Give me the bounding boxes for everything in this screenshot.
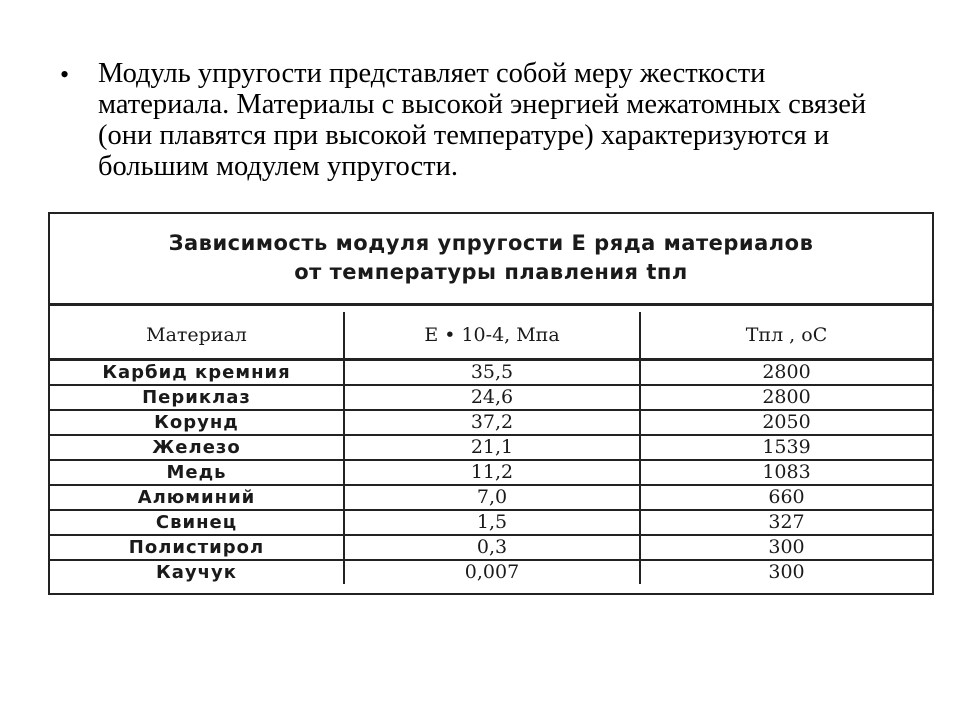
table-row xyxy=(50,385,932,410)
material-cell: Полистирол xyxy=(50,535,344,560)
material-cell: Каучук xyxy=(50,560,344,584)
material-cell: Медь xyxy=(50,460,344,485)
modulus-cell: 21,1 xyxy=(344,435,640,460)
table-row xyxy=(50,560,932,584)
table-row xyxy=(50,460,932,485)
material-cell: Алюминий xyxy=(50,485,344,510)
modulus-cell: 7,0 xyxy=(344,485,640,510)
table-header-row xyxy=(50,312,932,360)
table-row xyxy=(50,410,932,435)
table-row xyxy=(50,535,932,560)
materials-table xyxy=(50,312,932,584)
melting-temp-cell: 2800 xyxy=(640,385,932,410)
column-header-modulus: E • 10-4, Мпа xyxy=(344,312,640,360)
table-caption-line-1: Зависимость модуля упругости E ряда материалов xyxy=(168,231,814,255)
melting-temp-cell: 660 xyxy=(640,485,932,510)
melting-temp-cell: 1083 xyxy=(640,460,932,485)
melting-temp-cell: 2800 xyxy=(640,360,932,386)
material-cell: Периклаз xyxy=(50,385,344,410)
modulus-cell: 24,6 xyxy=(344,385,640,410)
materials-table-figure xyxy=(48,212,934,595)
table-row xyxy=(50,510,932,535)
table-row xyxy=(50,360,932,386)
material-cell: Свинец xyxy=(50,510,344,535)
material-cell: Корунд xyxy=(50,410,344,435)
modulus-cell: 11,2 xyxy=(344,460,640,485)
table-row xyxy=(50,485,932,510)
melting-temp-cell: 1539 xyxy=(640,435,932,460)
modulus-cell: 0,007 xyxy=(344,560,640,584)
melting-temp-cell: 2050 xyxy=(640,410,932,435)
bullet-text: Модуль упругости представляет собой меру жесткости материала. Материалы с высокой энергией межатомных связей (они плавятся при высокой температуре) характеризуются и большим модулем упругости. xyxy=(98,58,867,182)
modulus-cell: 1,5 xyxy=(344,510,640,535)
melting-temp-cell: 300 xyxy=(640,560,932,584)
modulus-cell: 35,5 xyxy=(344,360,640,386)
column-header-material: Материал xyxy=(50,312,344,360)
melting-temp-cell: 327 xyxy=(640,510,932,535)
modulus-cell: 0,3 xyxy=(344,535,640,560)
table-row xyxy=(50,435,932,460)
melting-temp-cell: 300 xyxy=(640,535,932,560)
material-cell: Карбид кремния xyxy=(50,360,344,386)
table-caption xyxy=(50,214,932,306)
bullet-marker: • xyxy=(60,60,70,89)
bullet-point xyxy=(60,58,880,182)
table-caption-line-2: от температуры плавления tпл xyxy=(294,260,688,284)
material-cell: Железо xyxy=(50,435,344,460)
column-header-melting-temp: Тпл , oC xyxy=(640,312,932,360)
modulus-cell: 37,2 xyxy=(344,410,640,435)
